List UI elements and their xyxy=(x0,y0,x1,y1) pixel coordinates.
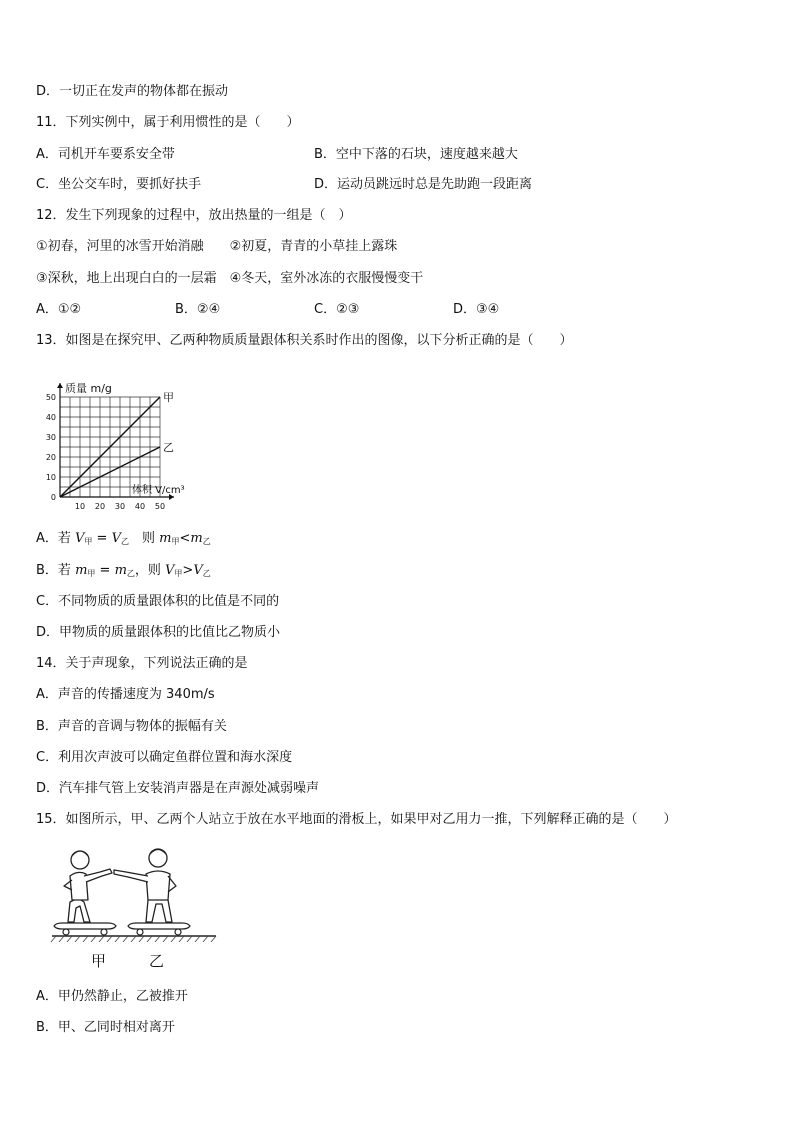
question-11-option-c: C．坐公交车时，要抓好扶手 xyxy=(36,177,202,192)
x-tick-label: 10 xyxy=(74,502,86,511)
question-10-option-d: D．一切正在发声的物体都在振动 xyxy=(36,84,229,99)
y-tick-label: 50 xyxy=(45,393,56,402)
question-12-stem: 12．发生下列现象的过程中，放出热量的一组是（ ） xyxy=(36,208,352,223)
question-13-stem: 13．如图是在探究甲、乙两种物质质量跟体积关系时作出的图像，以下分析正确的是（ ） xyxy=(36,333,573,348)
question-14-option-b: B．声音的音调与物体的振幅有关 xyxy=(36,719,227,734)
volume-symbol: V xyxy=(165,563,175,578)
subscript-jia: 甲 xyxy=(171,537,180,546)
subscript-jia: 甲 xyxy=(87,569,96,578)
skateboard-yi xyxy=(128,923,190,935)
volume-symbol: V xyxy=(75,531,85,546)
ground-surface xyxy=(51,936,216,942)
question-14-option-c: C．利用次声波可以确定鱼群位置和海水深度 xyxy=(36,750,293,765)
question-11-option-a: A．司机开车要系安全带 xyxy=(36,147,175,162)
question-12-items-row2: ③深秋，地上出现白白的一层霜 ④冬天，室外冰冻的衣服慢慢变干 xyxy=(36,271,424,286)
question-13-option-a xyxy=(36,530,211,551)
figure-label-yi: 乙 xyxy=(149,952,165,970)
person-yi xyxy=(114,849,176,922)
option-b-prefix: B．若 xyxy=(36,563,76,578)
equals-sign: = xyxy=(92,531,112,546)
question-14-option-a: A．声音的传播速度为 340m/s xyxy=(36,687,215,702)
y-axis-label: 质量 m/g xyxy=(65,382,112,395)
question-15-option-b: B．甲、乙同时相对离开 xyxy=(36,1020,175,1035)
question-13-option-b xyxy=(36,562,211,583)
series-label: 乙 xyxy=(163,441,174,454)
y-tick-label: 30 xyxy=(45,433,56,442)
option-a-prefix: A．若 xyxy=(36,531,76,546)
figure-label-jia: 甲 xyxy=(91,952,107,970)
x-tick-label: 30 xyxy=(114,502,126,511)
subscript-jia: 甲 xyxy=(174,569,183,578)
x-tick-label: 50 xyxy=(154,502,166,511)
y-tick-label: 10 xyxy=(45,473,56,482)
subscript-yi: 乙 xyxy=(120,537,129,546)
question-12-option-d: D．③④ xyxy=(453,302,500,317)
volume-symbol: V xyxy=(111,531,121,546)
subscript-yi: 乙 xyxy=(126,569,135,578)
subscript-yi: 乙 xyxy=(202,537,211,546)
greater-than-sign: > xyxy=(182,563,194,578)
question-12-option-b: B．②④ xyxy=(175,302,221,317)
question-14-option-d: D．汽车排气管上安装消声器是在声源处减弱噪声 xyxy=(36,781,320,796)
y-tick-label: 20 xyxy=(45,453,56,462)
volume-symbol: V xyxy=(193,563,203,578)
x-tick-label: 20 xyxy=(94,502,106,511)
x-axis-label: 体积 V/cm³ xyxy=(132,485,185,496)
y-tick-label: 40 xyxy=(45,413,56,422)
subscript-jia: 甲 xyxy=(84,537,93,546)
less-than-sign: < xyxy=(179,531,191,546)
question-11-option-b: B．空中下落的石块，速度越来越大 xyxy=(314,147,518,162)
question-12-option-a: A．①② xyxy=(36,302,82,317)
then-word: 则 xyxy=(128,531,160,546)
question-12-option-c: C．②③ xyxy=(314,302,360,317)
question-14-stem: 14．关于声现象，下列说法正确的是 xyxy=(36,656,248,671)
question-12-items-row1: ①初春，河里的冰雪开始消融 ②初夏，青青的小草挂上露珠 xyxy=(36,239,398,254)
person-jia xyxy=(64,851,112,922)
skateboard-push-illustration xyxy=(48,842,220,946)
question-13-option-d: D．甲物质的质量跟体积的比值比乙物质小 xyxy=(36,625,281,640)
subscript-yi: 乙 xyxy=(202,569,211,578)
series-label: 甲 xyxy=(163,391,174,404)
x-tick-label: 40 xyxy=(134,502,146,511)
equals-sign: = xyxy=(95,563,115,578)
question-11-option-d: D．运动员跳远时总是先助跑一段距离 xyxy=(314,177,533,192)
y-tick-label: 0 xyxy=(50,493,56,502)
mass-symbol: m xyxy=(159,531,172,546)
mass-symbol: m xyxy=(190,531,203,546)
question-15-stem: 15．如图所示，甲、乙两个人站立于放在水平地面的滑板上，如果甲对乙用力一推，下列解释正确的是（ ） xyxy=(36,812,677,827)
mass-symbol: m xyxy=(75,563,88,578)
question-15-option-a: A．甲仍然静止，乙被推开 xyxy=(36,989,188,1004)
y-axis-arrow xyxy=(57,383,63,388)
skateboard-jia xyxy=(54,923,116,935)
mass-symbol: m xyxy=(114,563,127,578)
question-13-option-c: C．不同物质的质量跟体积的比值是不同的 xyxy=(36,594,280,609)
then-word: ，则 xyxy=(134,563,166,578)
mass-volume-chart xyxy=(40,366,240,514)
question-11-stem: 11．下列实例中，属于利用惯性的是（ ） xyxy=(36,115,300,130)
